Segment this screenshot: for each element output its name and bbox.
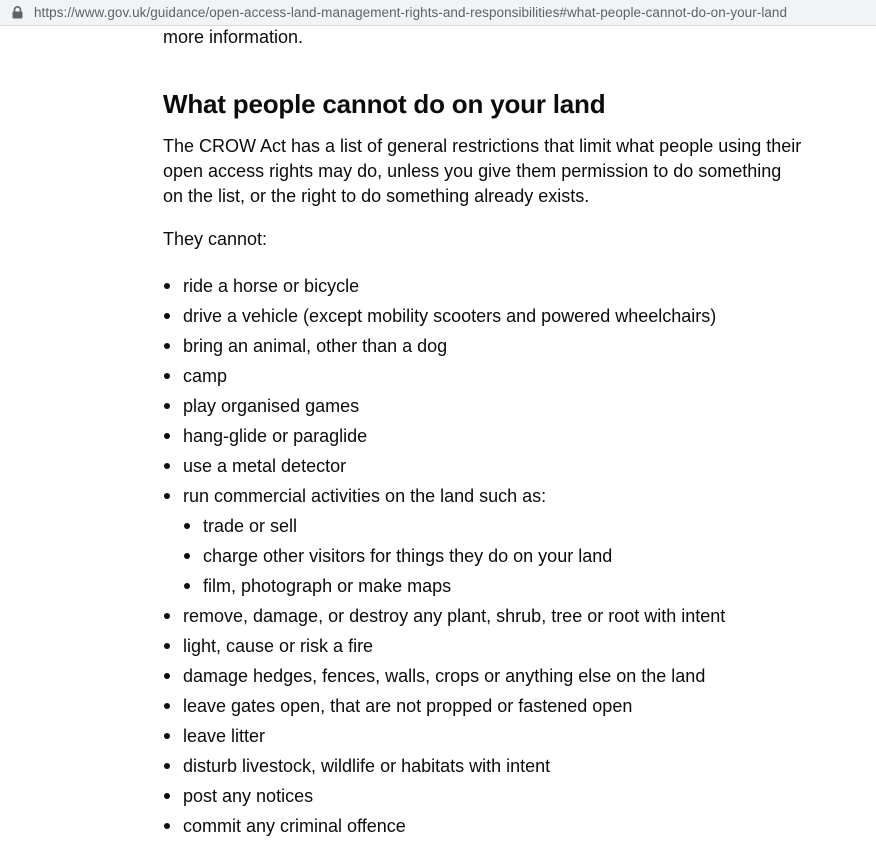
- list-item-text: disturb livestock, wildlife or habitats with intent: [183, 756, 551, 776]
- bullet-icon: [164, 763, 170, 769]
- bullet-icon: [184, 583, 190, 589]
- list-item-text: light, cause or risk a fire: [183, 636, 374, 656]
- intro-paragraph: The CROW Act has a list of general restrictions that limit what people using their open access rights may do, unless you give them permission to do something on the list, or the right to do something already exists.: [163, 136, 802, 206]
- list-item-text: trade or sell: [203, 516, 298, 536]
- bullet-icon: [164, 673, 170, 679]
- section-heading: What people cannot do on your land: [163, 89, 606, 119]
- list-item: [163, 361, 803, 391]
- list-item-text: remove, damage, or destroy any plant, shrub, tree or root with intent: [183, 606, 726, 626]
- list-item-text: ride a horse or bicycle: [183, 276, 360, 296]
- list-item: [163, 331, 803, 361]
- sub-list-item: [163, 511, 803, 541]
- list-item-text: commit any criminal offence: [183, 816, 406, 836]
- bullet-icon: [164, 643, 170, 649]
- restrictions-list-continued: [163, 601, 803, 841]
- list-item: [163, 691, 803, 721]
- bullet-icon: [164, 793, 170, 799]
- lock-icon[interactable]: [10, 6, 24, 20]
- list-item: [163, 631, 803, 661]
- list-item: [163, 661, 803, 691]
- commercial-activities-list: [163, 511, 803, 601]
- bullet-icon: [164, 493, 170, 499]
- list-item: [163, 451, 803, 481]
- list-item-text: camp: [183, 366, 228, 386]
- list-item: [163, 811, 803, 841]
- bullet-icon: [164, 403, 170, 409]
- list-item: [163, 481, 803, 511]
- list-item: [163, 781, 803, 811]
- bullet-icon: [164, 613, 170, 619]
- list-item-text: film, photograph or make maps: [203, 576, 452, 596]
- list-item-text: run commercial activities on the land such as:: [183, 486, 547, 506]
- bullet-icon: [164, 373, 170, 379]
- list-item-text: charge other visitors for things they do on your land: [203, 546, 613, 566]
- list-item: [163, 721, 803, 751]
- restrictions-list: [163, 271, 803, 511]
- list-item-text: post any notices: [183, 786, 314, 806]
- list-item: [163, 271, 803, 301]
- bullet-icon: [184, 553, 190, 559]
- list-item: [163, 601, 803, 631]
- list-item: [163, 421, 803, 451]
- they-cannot-label: They cannot:: [163, 229, 268, 249]
- list-item-text: drive a vehicle (except mobility scooters and powered wheelchairs): [183, 306, 717, 326]
- bullet-icon: [164, 343, 170, 349]
- bullet-icon: [164, 283, 170, 289]
- list-item-text: hang-glide or paraglide: [183, 426, 368, 446]
- url-text[interactable]: https://www.gov.uk/guidance/open-access-land-management-rights-and-responsibilities#what-people-cannot-do-on-your-land: [34, 5, 788, 20]
- list-item: [163, 391, 803, 421]
- list-item: [163, 751, 803, 781]
- sub-list-item: [163, 541, 803, 571]
- bullet-icon: [184, 523, 190, 529]
- lead-in-text: more information.: [163, 27, 304, 47]
- list-item-text: leave gates open, that are not propped or fastened open: [183, 696, 633, 716]
- bullet-icon: [164, 733, 170, 739]
- bullet-icon: [164, 433, 170, 439]
- bullet-icon: [164, 703, 170, 709]
- list-item-text: play organised games: [183, 396, 360, 416]
- list-item: [163, 301, 803, 331]
- sub-list-item: [163, 571, 803, 601]
- list-item-text: damage hedges, fences, walls, crops or anything else on the land: [183, 666, 706, 686]
- article-content: [163, 26, 803, 841]
- list-item-text: leave litter: [183, 726, 266, 746]
- bullet-icon: [164, 313, 170, 319]
- list-item-text: bring an animal, other than a dog: [183, 336, 448, 356]
- address-bar[interactable]: [0, 0, 876, 26]
- list-item-text: use a metal detector: [183, 456, 347, 476]
- bullet-icon: [164, 823, 170, 829]
- bullet-icon: [164, 463, 170, 469]
